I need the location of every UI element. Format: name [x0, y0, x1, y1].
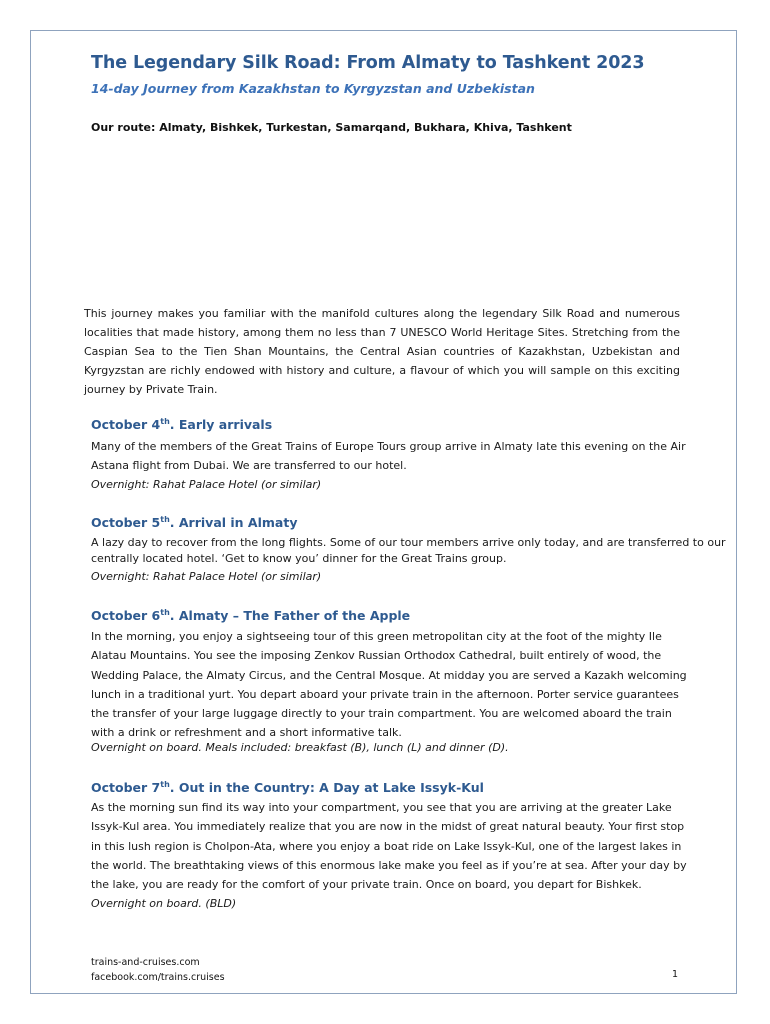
day-date-suffix: th [160, 417, 170, 426]
day-date: October 6 [91, 608, 161, 623]
day-overnight: Overnight: Rahat Palace Hotel (or similar) [91, 478, 322, 491]
day-title: . Early arrivals [169, 417, 273, 432]
day-description [91, 798, 691, 914]
intro-paragraph: This journey makes you familiar with the manifold cultures along the legendary Silk Road and numerous localities that made history, among them no less than 7 UNESCO World Heritage Sites. Stretching from the Caspian Sea to the Tien Shan Mountains, the Central Asian countries of Kazakhstan, Uzbekistan and Kyrgyzstan are richly endowed with history and culture, a flavour of which you will sample on this exciting journey by Private Train. [84, 307, 680, 396]
day-date: October 7 [91, 780, 161, 795]
day-overnight: Overnight on board. Meals included: breakfast (B), lunch (L) and dinner (D). [91, 741, 509, 754]
day-date: October 4 [91, 417, 161, 432]
footer-website: trains-and-cruises.com [91, 957, 200, 968]
day-date: October 5 [91, 515, 161, 530]
day-heading [91, 515, 297, 530]
document-subtitle: 14-day Journey from Kazakhstan to Kyrgyzstan and Uzbekistan [91, 81, 535, 96]
route-line: Our route: Almaty, Bishkek, Turkestan, Samarqand, Bukhara, Khiva, Tashkent [91, 121, 572, 134]
day-overnight: Overnight: Rahat Palace Hotel (or similar) [91, 570, 322, 583]
footer-facebook: facebook.com/trains.cruises [91, 972, 225, 983]
document-title: The Legendary Silk Road: From Almaty to Tashkent 2023 [91, 53, 645, 73]
day-heading [91, 608, 410, 623]
day-date-suffix: th [160, 608, 170, 617]
footer [91, 955, 225, 985]
day-description: A lazy day to recover from the long flights. Some of our tour members arrive only today, and are transferred to our centrally located hotel. ‘Get to know you’ dinner for the Great Trains group. [91, 536, 726, 565]
day-description: Many of the members of the Great Trains of Europe Tours group arrive in Almaty late this evening on the Air Astana flight from Dubai. We are transferred to our hotel. [91, 440, 686, 473]
page-number: 1 [672, 969, 679, 980]
day-title: . Almaty – The Father of the Apple [169, 608, 411, 623]
day-description-text: As the morning sun find its way into your compartment, you see that you are arriving at the greater Lake Issyk-Kul area. You immediately realize that you are now in the midst of great natural beauty. Your first stop in this lush region is Cholpon-Ata, where you enjoy a boat ride on Lake Issyk-Kul, one of the largest lakes in the world. The breathtaking views of this enormous lake make you feel as if you’re at sea. After your day by the lake, you are ready for the comfort of your private train. Once on board, you depart for Bishkek. [91, 801, 687, 892]
day-title: . Out in the Country: A Day at Lake Issyk-Kul [169, 780, 484, 795]
day-date-suffix: th [160, 515, 170, 524]
day-heading [91, 417, 272, 432]
day-title: . Arrival in Almaty [169, 515, 298, 530]
day-overnight: Overnight on board. (BLD) [91, 897, 237, 911]
day-description: In the morning, you enjoy a sightseeing tour of this green metropolitan city at the foot of the mighty Ile Alatau Mountains. You see the imposing Zenkov Russian Orthodox Cathedral, built entirely of wood, the Wedding Palace, the Almaty Circus, and the Central Mosque. At midday you are served a Kazakh welcoming lunch in a traditional yurt. You depart aboard your private train in the afternoon. Porter service guarantees the transfer of your large luggage directly to your train compartment. You are welcomed aboard the train with a drink or refreshment and a short informative talk. [91, 630, 687, 740]
day-date-suffix: th [160, 780, 170, 789]
day-heading [91, 780, 484, 795]
